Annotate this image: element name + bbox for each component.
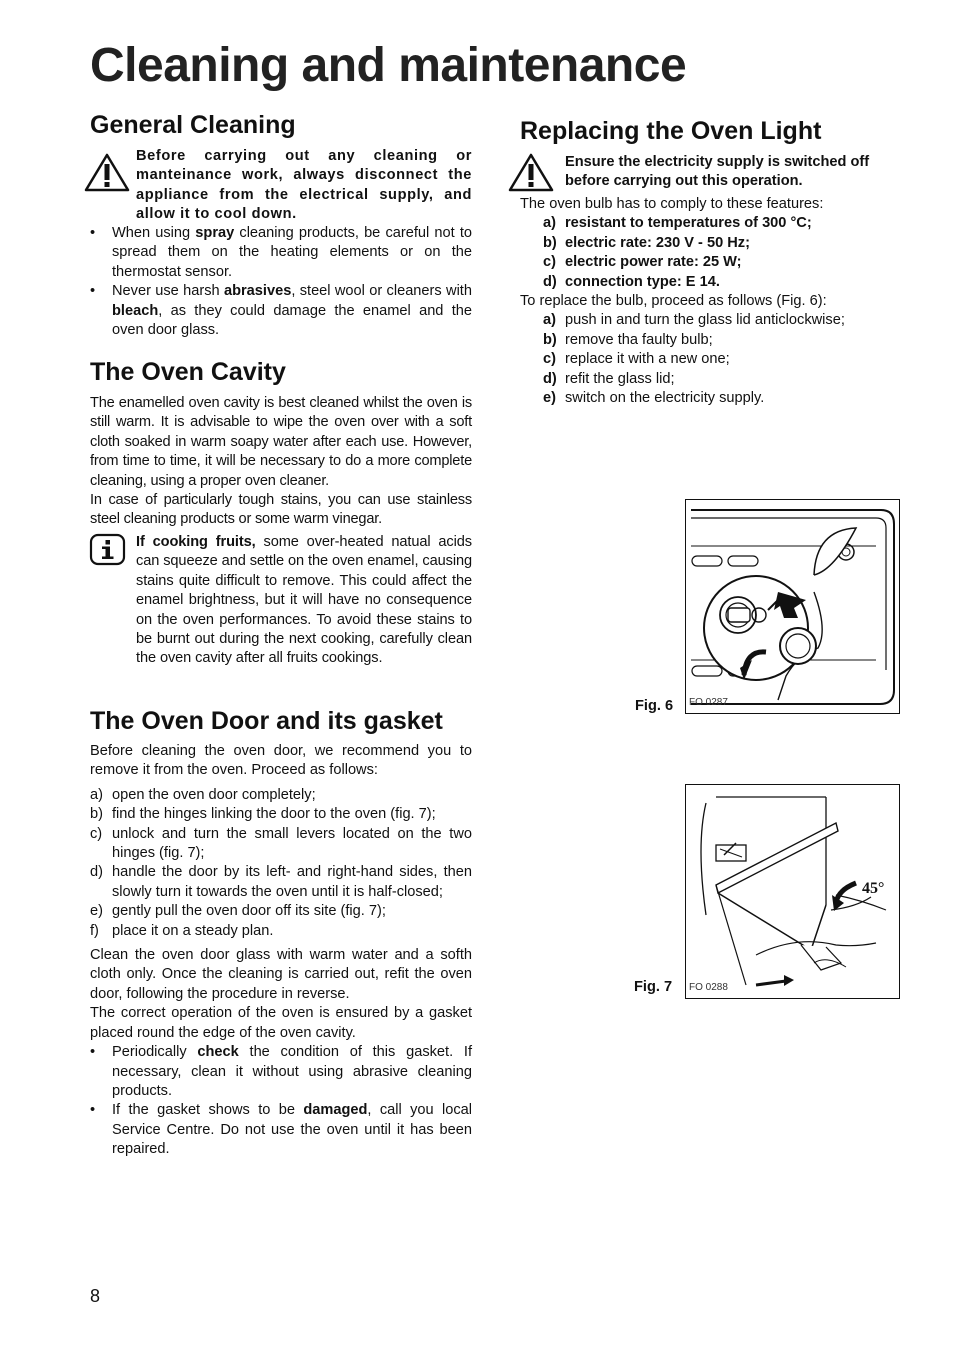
oven-cavity-info: If cooking fruits, some over-heated natual acids can squeeze and settle on the oven enamel, causing stains quite difficult to remove. This could affect the enamel brightness, but it will have no consequence on the oven performances. To avoid these stains to be burnt out during the next cooking, carefully clean the oven cavity after all fruits cookings. xyxy=(136,534,472,667)
oven-light-heading: Replacing the Oven Light xyxy=(520,117,822,145)
oven-door-text xyxy=(90,742,472,1160)
list-item: f) place it on a steady plan. xyxy=(90,922,274,939)
oven-cavity-para: In case of particularly tough stains, you can use stainless steel cleaning products or some warm vinegar. xyxy=(90,492,472,528)
oven-door-intro: Before cleaning the oven door, we recommend you to remove it from the oven. Proceed as follows: xyxy=(90,743,472,779)
list-item: a) resistant to temperatures of 300 °C; xyxy=(543,215,812,232)
general-cleaning-bullets xyxy=(90,224,472,340)
fig7-label: Fig. 7 xyxy=(634,979,673,995)
list-item: b) remove tha faulty bulb; xyxy=(543,331,713,348)
general-cleaning-warning: Before carrying out any cleaning or manteinance work, always disconnect the appliance from the electrical supply, and allow it to cool down. xyxy=(136,148,472,223)
list-item: d) connection type: E 14. xyxy=(543,273,720,290)
features-intro: The oven bulb has to comply to these features: xyxy=(520,196,824,212)
list-item: c) unlock and turn the small levers located on the two hinges (fig. 7); xyxy=(90,825,472,862)
list-item: • When using spray cleaning products, be careful not to spread them on the heating elements or on the thermostat sensor. xyxy=(90,225,472,280)
list-item: d) refit the glass lid; xyxy=(543,370,675,387)
list-item: • Never use harsh abrasives, steel wool or cleaners with bleach, as they could damage the enamel and the oven door glass. xyxy=(90,283,472,339)
list-item: e) gently pull the oven door off its site (fig. 7); xyxy=(90,903,386,920)
oven-door-para: Clean the oven door glass with warm water and a softh cloth only. Once the cleaning is carried out, refit the oven door, following the procedure in reverse. xyxy=(90,947,472,1002)
oven-door-para: The correct operation of the oven is ensured by a gasket placed round the edge of the oven cavity. xyxy=(90,1005,472,1041)
angle-label: 45° xyxy=(862,880,885,897)
oven-door-heading: The Oven Door and its gasket xyxy=(90,707,443,735)
list-item: a) push in and turn the glass lid anticlockwise; xyxy=(543,312,845,329)
steps-intro: To replace the bulb, proceed as follows (Fig. 6): xyxy=(520,293,827,310)
general-cleaning-heading: General Cleaning xyxy=(90,111,296,139)
list-item: c) electric power rate: 25 W; xyxy=(543,254,742,271)
figure-6 xyxy=(685,499,900,714)
oven-light-text xyxy=(520,195,910,408)
warning-icon xyxy=(84,152,130,192)
list-item: • If the gasket shows to be damaged, call you local Service Centre. Do not use the oven until it has been repaired. xyxy=(90,1102,472,1158)
oven-cavity-heading: The Oven Cavity xyxy=(90,358,286,386)
info-icon xyxy=(89,533,127,567)
oven-light-illustration xyxy=(686,500,899,713)
oven-cavity-text xyxy=(90,394,472,530)
oven-door-illustration xyxy=(686,785,899,998)
oven-light-warning: Ensure the electricity supply is switched off before carrying out this operation. xyxy=(565,154,870,190)
figure-7 xyxy=(685,784,900,999)
list-item: a) open the oven door completely; xyxy=(90,786,316,803)
list-item: c) replace it with a new one; xyxy=(543,351,730,368)
page-number: 8 xyxy=(90,1286,101,1306)
list-item: e) switch on the electricity supply. xyxy=(543,390,765,407)
list-item: d) handle the door by its left- and right-hand sides, then slowly turn it towards the oven until it is half-closed; xyxy=(90,864,472,900)
fig6-label: Fig. 6 xyxy=(635,698,674,714)
list-item: b) find the hinges linking the door to the oven (fig. 7); xyxy=(90,806,436,823)
list-item: • Periodically check the condition of this gasket. If necessary, clean it without using abrasive cleaning products. xyxy=(90,1044,472,1099)
oven-cavity-para: The enamelled oven cavity is best cleaned whilst the oven is still warm. It is advisable to wipe the oven over with a soft cloth soaked in warm soapy water after each use. However, from time to time, it will be necessary to do a more complete cleaning, using a proper oven cleaner. xyxy=(90,395,472,489)
fig6-code: FO 0287 xyxy=(689,697,728,708)
list-item: b) electric rate: 230 V - 50 Hz; xyxy=(543,234,750,251)
warning-icon xyxy=(508,152,554,192)
page-title: Cleaning and maintenance xyxy=(90,39,687,92)
fig7-code: FO 0288 xyxy=(689,982,728,993)
